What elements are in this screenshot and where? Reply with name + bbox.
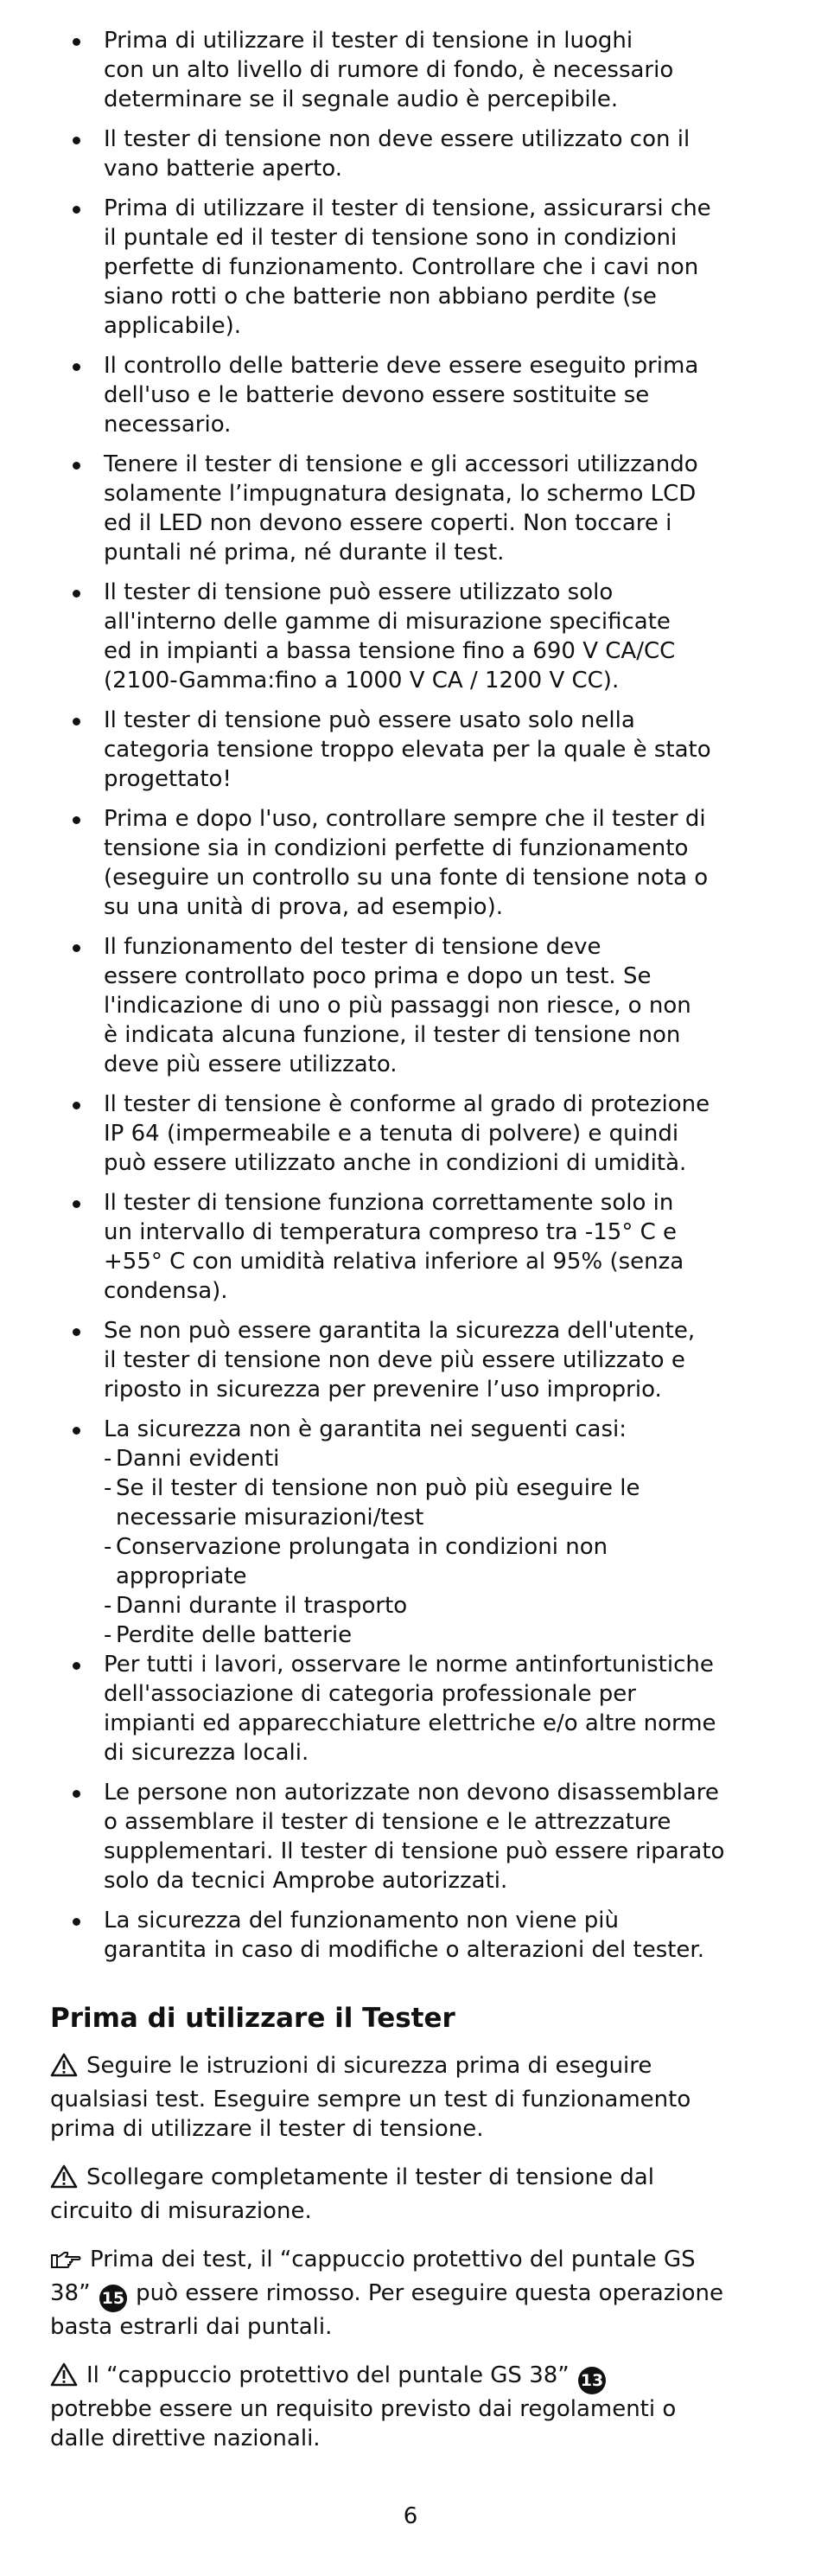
list-item: Il tester di tensione può essere usato solo nella categoria tensione troppo elevata per la quale è stato progettato! xyxy=(50,706,771,794)
list-item: Il controllo delle batterie deve essere eseguito prima dell'uso e le batterie devono essere sostituite se necessario. xyxy=(50,351,771,439)
list-item: Il tester di tensione funziona correttamente solo in un intervallo di temperatura compreso tra -15° C e +55° C con umidità relativa inferiore al 95% (senza condensa). xyxy=(50,1188,771,1306)
page-number: 6 xyxy=(403,2503,418,2529)
warning-triangle-icon xyxy=(50,2164,78,2196)
cases-intro: La sicurezza non è garantita nei seguenti casi: xyxy=(104,1416,627,1442)
list-item: La sicurezza del funzionamento non viene più garantita in caso di modifiche o alterazioni del tester. xyxy=(50,1906,771,1965)
list-item: Per tutti i lavori, osservare le norme antinfortunistiche dell'associazione di categoria professionale per impianti ed apparecchiature elettriche e/o altre norme di sicurezza locali. xyxy=(50,1650,771,1767)
list-item xyxy=(50,1415,771,1650)
info-note: Prima dei test, il “cappuccio protettivo del puntale GS 38” 15 può essere rimosso. Per eseguire questa operazione basta estrarli dai puntali. xyxy=(50,2247,723,2340)
warning-note: Seguire le istruzioni di sicurezza prima di eseguire qualsiasi test. Eseguire sempre un test di funzionamento prima di utilizzare il tester di tensione. xyxy=(50,2053,691,2142)
sub-list-item: - Se il tester di tensione non può più eseguire le necessarie misurazioni/test xyxy=(104,1473,771,1532)
section-heading: Prima di utilizzare il Tester xyxy=(50,2003,455,2034)
safety-list xyxy=(50,26,771,1965)
callout-number-badge: 15 xyxy=(99,2285,127,2312)
list-item: Prima e dopo l'uso, controllare sempre che il tester di tensione sia in condizioni perfette di funzionamento (eseguire un controllo su una fonte di tensione nota o su una unità di prova, ad esempio). xyxy=(50,804,771,922)
list-item: Il tester di tensione non deve essere utilizzato con il vano batterie aperto. xyxy=(50,125,771,183)
sub-list-item: - Danni durante il trasporto xyxy=(104,1591,771,1620)
warning-triangle-icon xyxy=(50,2362,78,2394)
sub-list-item: - Conservazione prolungata in condizioni non appropriate xyxy=(104,1532,771,1591)
unsafe-cases-list xyxy=(104,1444,771,1650)
warning-triangle-icon xyxy=(50,2053,78,2085)
callout-number-badge: 13 xyxy=(578,2367,606,2394)
list-item: Tenere il tester di tensione e gli accessori utilizzando solamente l’impugnatura designata, lo schermo LCD ed il LED non devono essere coperti. Non toccare i puntali né prima, né durante il test. xyxy=(50,450,771,567)
list-item: Se non può essere garantita la sicurezza dell'utente, il tester di tensione non deve più essere utilizzato e riposto in sicurezza per prevenire l’uso improprio. xyxy=(50,1316,771,1404)
list-item: Prima di utilizzare il tester di tensione, assicurarsi che il puntale ed il tester di tensione sono in condizioni perfette di funzionamento. Controllare che i cavi non siano rotti o che batterie non abbiano perdite (se applicabile). xyxy=(50,194,771,341)
list-item: Prima di utilizzare il tester di tensione in luoghi con un alto livello di rumore di fondo, è necessario determinare se il segnale audio è percepibile. xyxy=(50,26,771,114)
list-item: Il tester di tensione può essere utilizzato solo all'interno delle gamme di misurazione specificate ed in impianti a bassa tensione fino a 690 V CA/CC (2100-Gamma:fino a 1000 V CA / 1200 V CC). xyxy=(50,578,771,695)
list-item: Il funzionamento del tester di tensione deve essere controllato poco prima e dopo un test. Se l'indicazione di uno o più passaggi non riesce, o non è indicata alcuna funzione, il tester di tensione non deve più essere utilizzato. xyxy=(50,932,771,1079)
pointing-hand-icon xyxy=(50,2249,81,2279)
warning-note: Scollegare completamente il tester di tensione dal circuito di misurazione. xyxy=(50,2164,654,2224)
sub-list-item: - Perdite delle batterie xyxy=(104,1620,771,1650)
warning-note: Il “cappuccio protettivo del puntale GS 38” 13 potrebbe essere un requisito previsto dai regolamenti o dalle direttive nazionali. xyxy=(50,2362,677,2451)
list-item: Le persone non autorizzate non devono disassemblare o assemblare il tester di tensione e le attrezzature supplementari. Il tester di tensione può essere riparato solo da tecnici Amprobe autorizzati. xyxy=(50,1778,771,1895)
sub-list-item: - Danni evidenti xyxy=(104,1444,771,1473)
list-item: Il tester di tensione è conforme al grado di protezione IP 64 (impermeabile e a tenuta di polvere) e quindi può essere utilizzato anche in condizioni di umidità. xyxy=(50,1090,771,1178)
